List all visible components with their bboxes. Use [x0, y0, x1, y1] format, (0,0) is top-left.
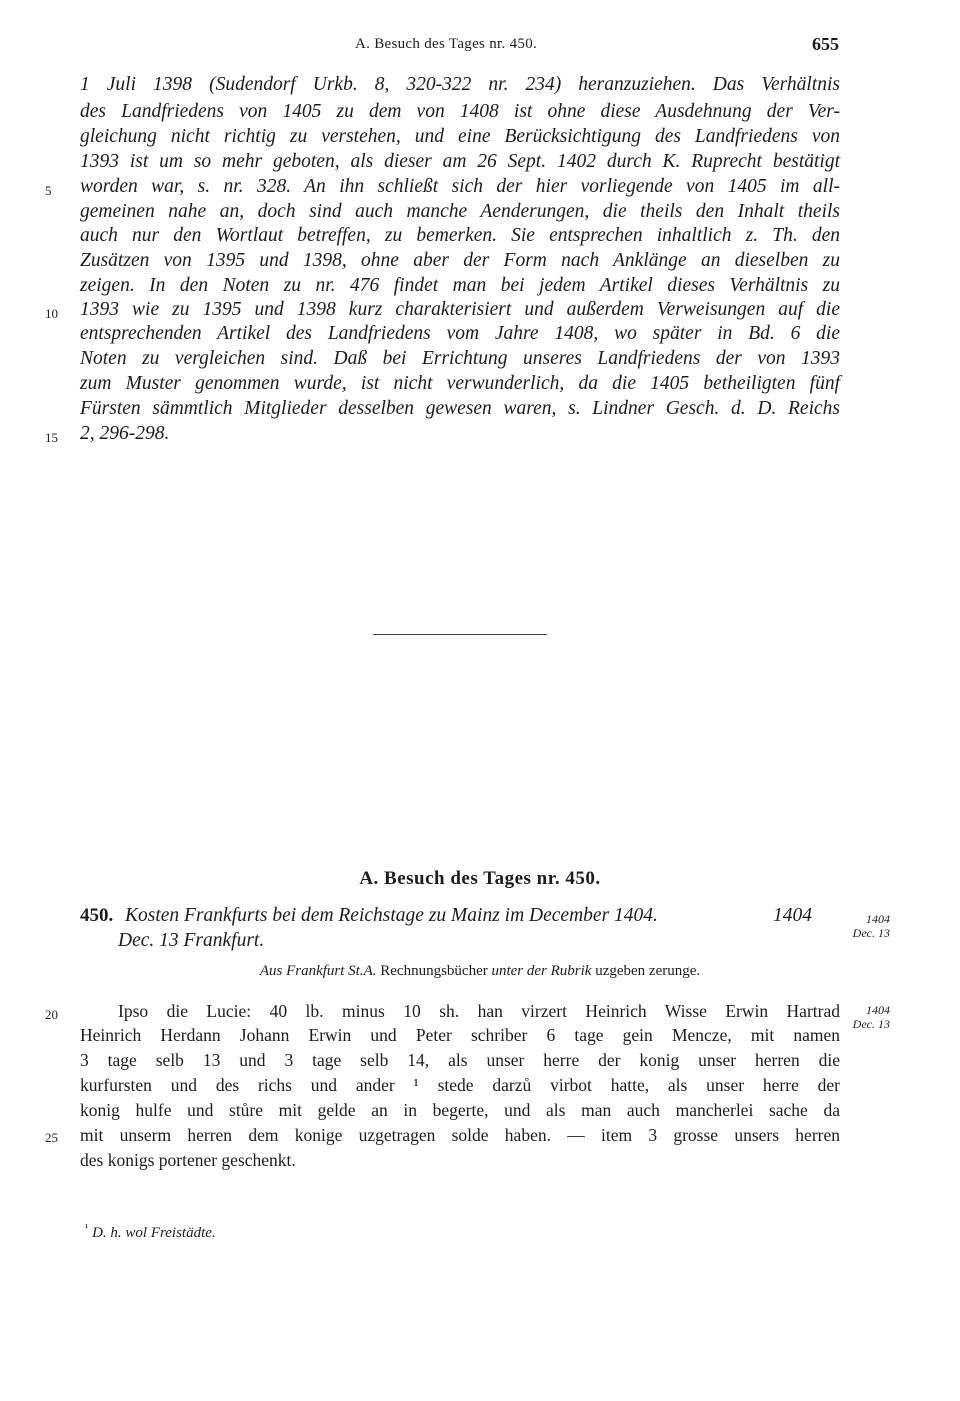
source-archive: Aus Frankfurt St.A.	[259, 963, 377, 979]
commentary-line: zum Muster genommen wurde, ist nicht verwunderlich, da die 1405 betheiligten fünf	[80, 373, 840, 394]
commentary-line: Zusätzen von 1395 und 1398, ohne aber der Form nach Anklänge an dieselben zu	[80, 250, 840, 271]
source-rubric-label: unter der Rubrik	[491, 963, 592, 979]
document-number: 450.	[80, 905, 114, 926]
margin-date-year: 1404	[866, 912, 890, 926]
document-heading-line2: Dec. 13 Frankfurt.	[118, 930, 265, 951]
running-title: A. Besuch des Tages nr. 450.	[355, 36, 538, 52]
commentary-line: Noten zu vergleichen sind. Daß bei Errichtung unseres Landfriedens der von 1393	[80, 348, 840, 369]
page-number: 655	[812, 34, 839, 54]
margin-date-day: Dec. 13	[852, 926, 890, 940]
section-divider	[373, 634, 547, 635]
document-text-line: Ipso die Lucie: 40 lb. minus 10 sh. han virzert Heinrich Wisse Erwin Hartrad	[118, 1001, 840, 1021]
commentary-line: gemeinen nahe an, doch sind auch manche Aenderungen, die theils den Inhalt theils	[80, 201, 840, 222]
text-margin-date-year: 1404	[866, 1003, 890, 1017]
text-margin-date-day: Dec. 13	[852, 1017, 890, 1031]
document-heading-year: 1404	[773, 905, 812, 926]
footnote-text: D. h. wol Freistädte.	[92, 1225, 216, 1241]
document-heading-line1: Kosten Frankfurts bei dem Reichstage zu Mainz im December 1404.	[125, 905, 658, 926]
document-text-line: kurfursten und des richs und ander ¹ stede darzů virbot hatte, als unser herre der	[80, 1075, 840, 1095]
commentary-line: entsprechenden Artikel des Landfriedens vom Jahre 1408, wo später in Bd. 6 die	[80, 323, 840, 344]
line-number: 25	[45, 1130, 58, 1145]
source-rubric: uzgeben zerunge.	[591, 963, 701, 979]
text-margin-date	[842, 1003, 890, 1031]
commentary-line: worden war, s. nr. 328. An ihn schließt sich der hier vorliegende von 1405 im all-	[80, 176, 840, 197]
footnote-marker: ¹	[85, 1222, 89, 1234]
section-title: A. Besuch des Tages nr. 450.	[359, 868, 601, 889]
commentary-line: gleichung nicht richtig zu verstehen, und eine Berücksichtigung des Landfriedens von	[80, 126, 840, 147]
commentary-line: 1393 wie zu 1395 und 1398 kurz charakterisiert und außerdem Verweisungen auf die	[80, 299, 840, 320]
line-number: 20	[45, 1007, 58, 1022]
running-header	[0, 36, 960, 60]
line-number: 15	[45, 430, 58, 445]
commentary-line: auch nur den Wortlaut betreffen, zu bemerken. Sie entsprechen inhaltlich z. Th. den	[80, 225, 840, 246]
commentary-line: 1393 ist um so mehr geboten, als dieser am 26 Sept. 1402 durch K. Ruprecht bestätigt	[80, 151, 840, 172]
document-text-line: konig hulfe und stůre mit gelde an in begerte, und als man auch mancherlei sache da	[80, 1100, 840, 1120]
source-book: Rechnungsbücher	[376, 963, 492, 979]
margin-date	[842, 912, 890, 940]
source-note	[0, 963, 960, 980]
document-text-line: mit unserm herren dem konige uzgetragen solde haben. — item 3 grosse unsers herren	[80, 1125, 840, 1145]
footnote	[85, 1222, 216, 1242]
commentary-line: Fürsten sämmtlich Mitglieder desselben gewesen waren, s. Lindner Gesch. d. D. Reichs	[80, 398, 840, 419]
line-number: 5	[45, 183, 52, 198]
commentary-line: 2, 296-298.	[80, 423, 170, 444]
document-text-line: des konigs portener geschenkt.	[80, 1150, 296, 1170]
line-number: 10	[45, 306, 58, 321]
document-text-line: 3 tage selb 13 und 3 tage selb 14, als unser herre der konig unser herren die	[80, 1050, 840, 1070]
document-text-line: Heinrich Herdann Johann Erwin und Peter schriber 6 tage gein Mencze, mit namen	[80, 1025, 840, 1045]
commentary-line: 1 Juli 1398 (Sudendorf Urkb. 8, 320-322 nr. 234) heranzuziehen. Das Verhältnis	[80, 74, 840, 95]
commentary-line: des Landfriedens von 1405 zu dem von 1408 ist ohne diese Ausdehnung der Ver-	[80, 101, 840, 122]
commentary-line: zeigen. In den Noten zu nr. 476 findet man bei jedem Artikel dieses Verhältnis zu	[80, 275, 840, 296]
